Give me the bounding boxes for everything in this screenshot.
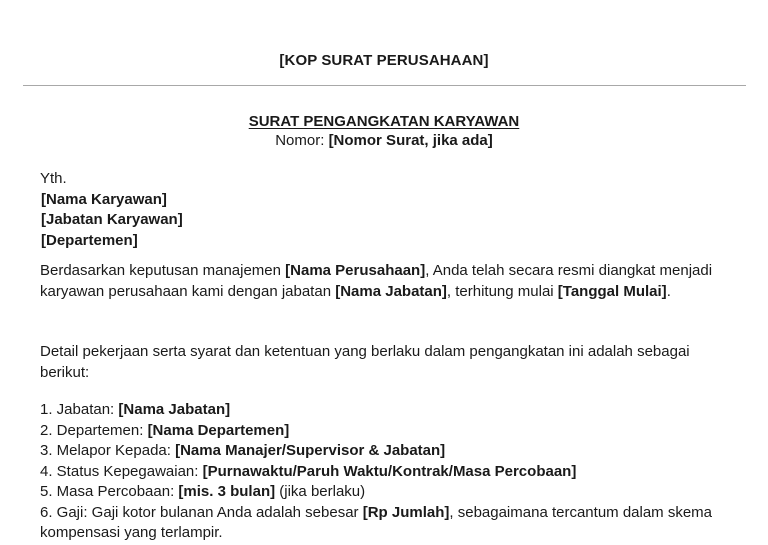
para1-text-3: , terhitung mulai [446,282,558,300]
detail-value: [Nama Jabatan] [118,401,231,418]
recipient-position: [Jabatan Karyawan] [41,211,183,228]
salutation: Yth. [40,170,67,187]
company-name-placeholder: [Nama Perusahaan] [285,262,426,279]
detail-suffix: (jika berlaku) [275,483,366,500]
para1-text-4: . [666,282,671,300]
detail-value: [Purnawaktu/Paruh Waktu/Kontrak/Masa Percobaan] [202,462,577,480]
list-item [40,400,720,421]
position-name-placeholder: [Nama Jabatan] [335,282,447,300]
detail-label: 4. Status Kepegawaian: [40,462,203,480]
start-date-placeholder: [Tanggal Mulai] [557,282,667,300]
detail-label: 6. Gaji: Gaji kotor bulanan Anda adalah sebesar [40,503,363,521]
appointment-paragraph [40,261,720,302]
details-intro-paragraph: Detail pekerjaan serta syarat dan ketentuan yang berlaku dalam pengangkatan ini adalah sebagai berikut: [40,343,690,381]
detail-suffix: , sebagaimana tercantum dalam skema kompensasi yang terlampir. [40,503,713,541]
recipient-name: [Nama Karyawan] [41,190,167,208]
detail-label: 5. Masa Percobaan: [40,483,179,500]
document-number-value: [Nomor Surat, jika ada] [328,132,493,149]
list-item [40,503,720,544]
detail-value: [mis. 3 bulan] [178,483,276,500]
detail-label: 2. Departemen: [40,421,148,439]
list-item [40,482,720,503]
recipient-department: [Departemen] [41,231,138,249]
list-item [40,441,720,462]
details-list [40,400,720,544]
recipient-block [40,169,740,251]
detail-label: 1. Jabatan: [40,401,119,418]
para1-text-2: , Anda telah secara resmi diangkat menjadi karyawan perusahaan kami dengan jabatan [40,262,713,300]
title-block [0,112,768,150]
list-item [40,421,720,442]
document-number [0,131,768,150]
list-item [40,462,720,483]
detail-value: [Nama Departemen] [147,421,290,439]
letterhead: [KOP SURAT PERUSAHAAN] [279,52,489,69]
detail-value: [Rp Jumlah] [362,503,450,521]
document-title: SURAT PENGANGKATAN KARYAWAN [248,113,520,130]
para1-text-1: Berdasarkan keputusan manajemen [40,262,286,279]
detail-label: 3. Melapor Kepada: [40,442,176,459]
document-number-label: Nomor: [275,132,329,149]
detail-value: [Nama Manajer/Supervisor & Jabatan] [175,442,446,459]
header-divider [23,85,746,86]
